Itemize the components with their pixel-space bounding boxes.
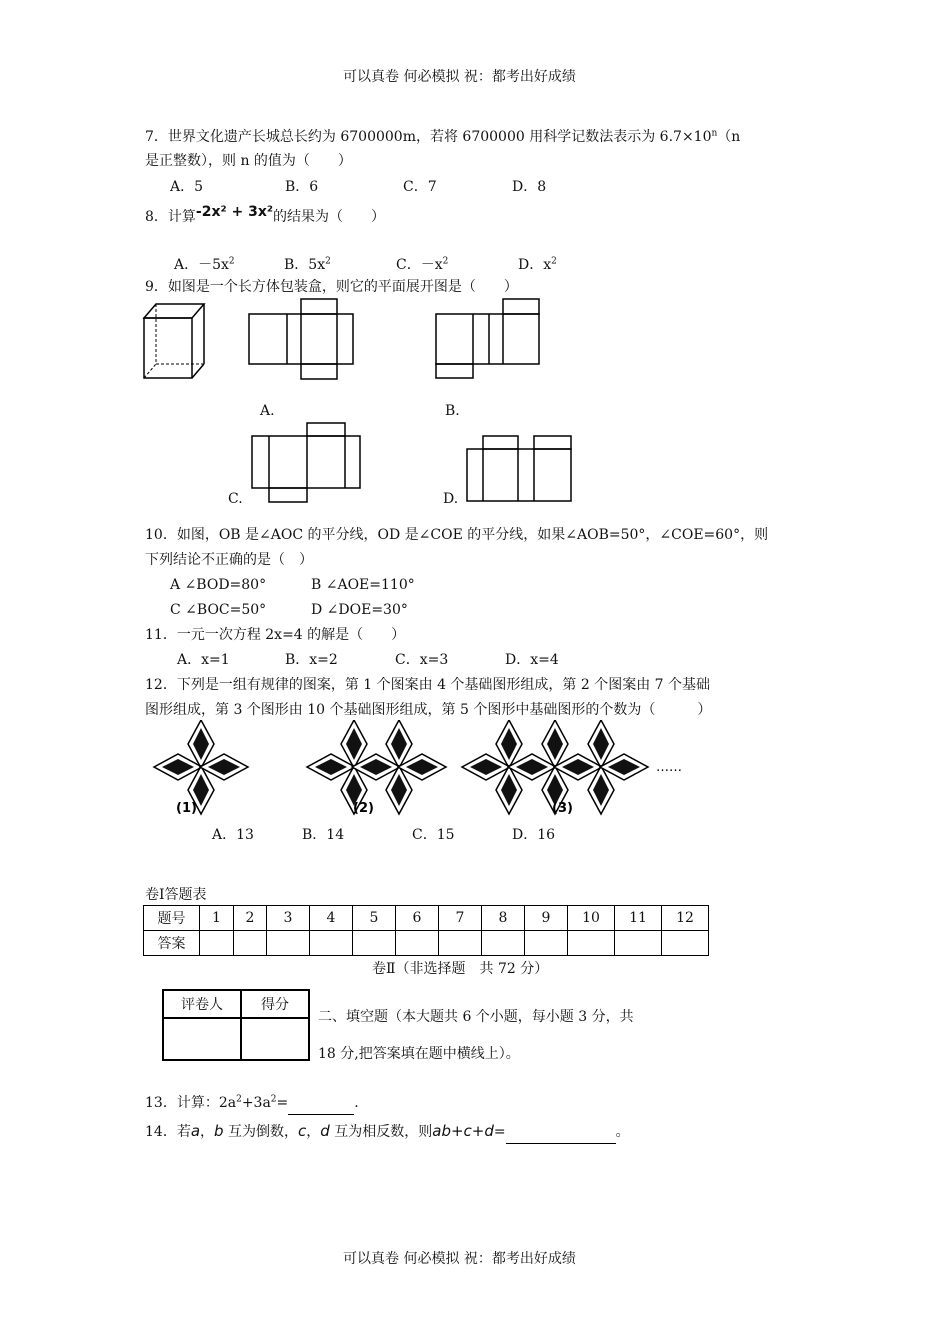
- answer-table-number-row: [144, 906, 709, 931]
- q8-option-a: A．$-5x^2$: [174, 256, 235, 273]
- pattern-2: [307, 720, 446, 814]
- answer-cell[interactable]: [439, 931, 482, 956]
- answer-table: [143, 905, 709, 956]
- q9-net-b: [435, 298, 541, 382]
- section2-desc-line2: 18 分,把答案填在题中横线上）。: [318, 1046, 520, 1062]
- answer-cell[interactable]: [568, 931, 615, 956]
- answer-cell[interactable]: [525, 931, 568, 956]
- pattern-label-3: (3): [552, 801, 573, 816]
- q7-option-a: A．5: [170, 179, 204, 195]
- q14-stem: 14．若a，b 互为倒数，c，d 互为相反数，则ab+c+d= 。: [145, 1120, 630, 1144]
- answer-cell[interactable]: [396, 931, 439, 956]
- page-footer: 可以真卷 何必模拟 祝：都考出好成绩: [343, 1251, 576, 1267]
- q12-pattern-figure: [148, 720, 708, 816]
- q14-var-b: b: [214, 1122, 224, 1140]
- q9-net-c: [251, 422, 363, 504]
- pattern-3: [462, 720, 648, 814]
- q10-option-c: C ∠BOC=50°: [170, 602, 267, 618]
- q8-stem: 8．计算-2x² + 3x²的结果为（ ）: [145, 204, 386, 225]
- q10-line2: 下列结论不正确的是（ ）: [145, 552, 313, 568]
- answer-number: 4: [310, 906, 353, 931]
- q10-option-b: B ∠AOE=110°: [311, 577, 415, 593]
- answer-number: 3: [267, 906, 310, 931]
- q12-option-b: B．14: [302, 827, 345, 843]
- pattern-1: [154, 720, 248, 814]
- q9-box-figure: [142, 302, 206, 380]
- answer-number: 6: [396, 906, 439, 931]
- q7-line1: 7．世界文化遗产长城总长约为 6700000m，若将 6700000 用科学记数法表示为 $6.7\times 10^n(n$: [145, 128, 741, 145]
- answer-number: 2: [234, 906, 267, 931]
- q11-option-d: D．x=4: [505, 652, 559, 668]
- pattern-label-1: (1): [176, 801, 197, 816]
- q12-option-c: C．15: [412, 827, 455, 843]
- answer-cell[interactable]: [353, 931, 396, 956]
- answer-table-answer-row: [144, 931, 709, 956]
- q7-line2: 是正整数），则 n 的值为（ ）: [145, 153, 352, 169]
- section2-title: 卷Ⅱ（非选择题 共 72 分）: [372, 961, 549, 977]
- answer-number: 7: [439, 906, 482, 931]
- q14-expression: ab+c+d: [432, 1122, 494, 1140]
- q11-option-a: A．x=1: [177, 652, 230, 668]
- answer-number: 11: [615, 906, 662, 931]
- q9-label-c: C.: [228, 491, 243, 507]
- pattern-ellipsis: ……: [656, 760, 682, 775]
- answer-cell[interactable]: [615, 931, 662, 956]
- q9-label-d: D.: [443, 491, 459, 507]
- q7-option-d: D．8: [512, 179, 547, 195]
- answer-cell[interactable]: [482, 931, 525, 956]
- grader-cell[interactable]: [163, 1018, 241, 1060]
- q14-var-c: c: [298, 1122, 307, 1140]
- grader-label: 评卷人: [163, 990, 241, 1018]
- q14-answer-blank[interactable]: [506, 1121, 616, 1144]
- q11-stem: 11．一元一次方程 2x=4 的解是（ ）: [145, 627, 406, 643]
- answer-number: 5: [353, 906, 396, 931]
- q10-option-d: D ∠DOE=30°: [311, 602, 408, 618]
- q10-line1: 10．如图，OB 是∠AOC 的平分线，OD 是∠COE 的平分线，如果∠AOB=50°，∠COE=60°，则: [145, 527, 769, 543]
- answer-table-row1-label: 题号: [144, 906, 200, 931]
- answer-cell[interactable]: [310, 931, 353, 956]
- answer-number: 10: [568, 906, 615, 931]
- answer-number: 9: [525, 906, 568, 931]
- grader-table: [162, 989, 310, 1061]
- answer-number: 12: [662, 906, 709, 931]
- q13-answer-blank[interactable]: [288, 1092, 354, 1115]
- score-cell[interactable]: [241, 1018, 309, 1060]
- q7-option-c: C．7: [403, 179, 437, 195]
- answer-table-title: 卷Ⅰ答题表: [145, 887, 207, 903]
- answer-table-row2-label: 答案: [144, 931, 200, 956]
- q10-option-a: A ∠BOD=80°: [170, 577, 267, 593]
- pattern-label-2: (2): [353, 801, 374, 816]
- q8-option-c: C．$-x^2$: [396, 256, 449, 273]
- q12-line2: 图形组成，第 3 个图形由 10 个基础图形组成，第 5 个图形中基础图形的个数为（ ）: [145, 702, 712, 718]
- q9-net-a: [248, 298, 356, 382]
- section2-desc-line1: 二、填空题（本大题共 6 个小题，每小题 3 分，共: [318, 1009, 634, 1025]
- answer-cell[interactable]: [267, 931, 310, 956]
- q14-var-a: a: [190, 1122, 201, 1140]
- q12-option-a: A．13: [212, 827, 254, 843]
- q8-option-d: D．$x^2$: [518, 256, 557, 273]
- q14-var-d: d: [320, 1122, 330, 1140]
- q12-line1: 12．下列是一组有规律的图案，第 1 个图案由 4 个基础图形组成，第 2 个图案由 7 个基础: [145, 677, 711, 693]
- q12-option-d: D．16: [512, 827, 556, 843]
- q8-expression: -2x² + 3x²: [195, 204, 274, 220]
- answer-cell[interactable]: [234, 931, 267, 956]
- q9-label-b: B.: [445, 403, 460, 419]
- q7-option-b: B．6: [285, 179, 319, 195]
- q9-net-d: [466, 434, 574, 504]
- score-label: 得分: [241, 990, 309, 1018]
- q9-stem: 9．如图是一个长方体包装盒，则它的平面展开图是（ ）: [145, 279, 518, 295]
- answer-cell[interactable]: [200, 931, 234, 956]
- answer-number: 8: [482, 906, 525, 931]
- answer-number: 1: [200, 906, 234, 931]
- q13-stem: 13．计算：$2a^2+3a^2=$ .: [145, 1092, 359, 1115]
- q8-option-b: B．$5x^2$: [284, 256, 331, 273]
- q9-label-a: A.: [260, 403, 275, 419]
- page-header: 可以真卷 何必模拟 祝：都考出好成绩: [343, 69, 576, 85]
- answer-cell[interactable]: [662, 931, 709, 956]
- q11-option-b: B．x=2: [285, 652, 338, 668]
- q11-option-c: C．x=3: [395, 652, 449, 668]
